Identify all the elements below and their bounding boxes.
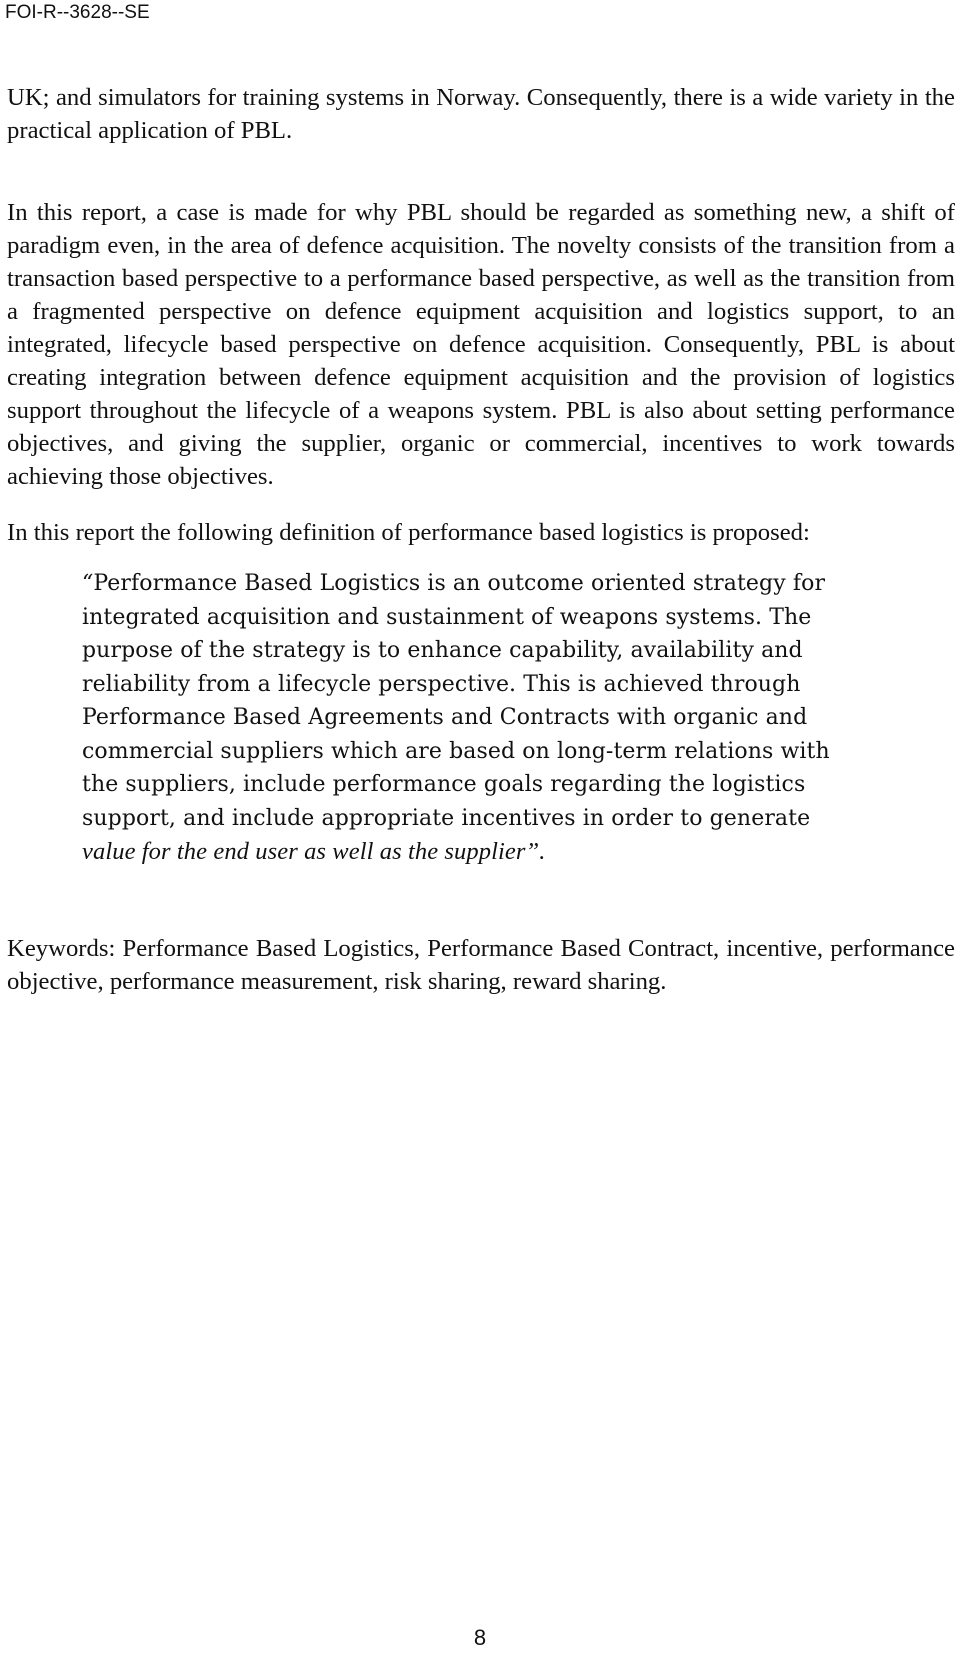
page-number	[0, 1625, 960, 1651]
definition-italic-ending: value for the end user as well as the supplier”.	[82, 838, 546, 865]
body-paragraph-2: In this report, a case is made for why PBL should be regarded as something new, a shift of paradigm even, in the area of defence acquisition. The novelty consists of the transition from a transaction based perspective to a performance based perspective, as well as the transition from a fragmented perspective on defence equipment acquisition and logistics support, to an integrated, lifecycle based perspective on defence acquisition. Consequently, PBL is about creating integration between defence equipment acquisition and the provision of logistics support throughout the lifecycle of a weapons system. PBL is also about setting performance objectives, and giving the supplier, organic or commercial, incentives to work towards achieving those objectives.	[7, 199, 955, 490]
definition-text: Performance Based Logistics is an outcome oriented strategy for integrated acquisition and sustainment of weapons systems. The purpose of the strategy is to enhance capability, availability and reliability from a lifecycle perspective. This is achieved through Performance Based Agreements and Contracts with organic and commercial suppliers which are based on long-term relations with the suppliers, include performance goals regarding the logistics support, and include appropriate incentives in order to generate	[82, 571, 830, 831]
pbl-definition-quote	[82, 567, 868, 870]
keywords-paragraph: Keywords: Performance Based Logistics, Performance Based Contract, incentive, performance objective, performance measurement, risk sharing, reward sharing.	[7, 935, 955, 995]
opening-quote-mark: “	[82, 571, 94, 596]
definition-intro-paragraph: In this report the following definition of performance based logistics is proposed:	[7, 519, 810, 546]
body-paragraph-1: UK; and simulators for training systems in Norway. Consequently, there is a wide variety in the practical application of PBL.	[7, 84, 955, 144]
report-code-header: FOI-R--3628--SE	[5, 2, 150, 23]
page-number-value: 8	[473, 1625, 487, 1650]
